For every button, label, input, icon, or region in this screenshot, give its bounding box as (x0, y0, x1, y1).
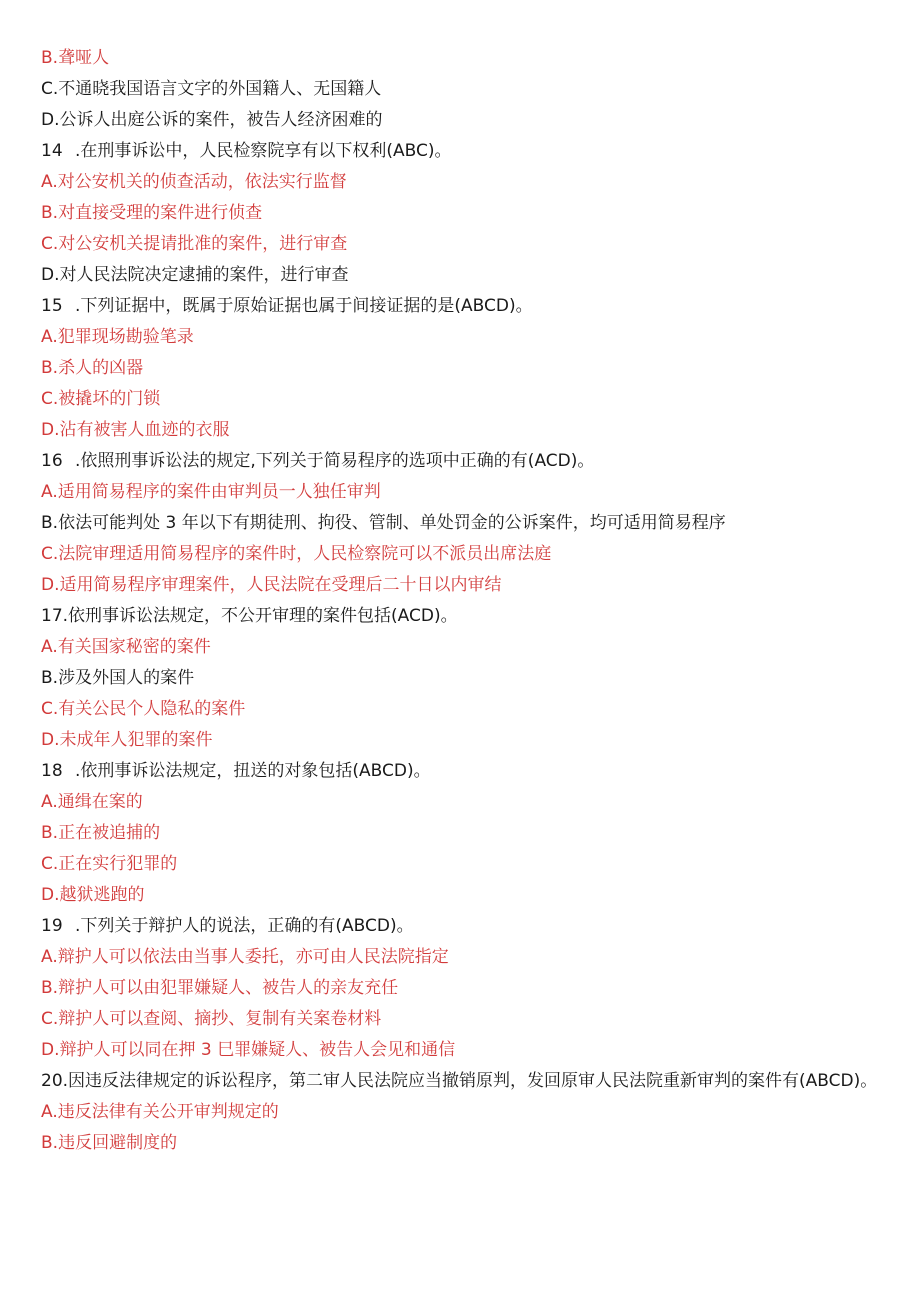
line-text: C.不通晓我国语言文字的外国籍人、无国籍人 (41, 79, 382, 99)
line-text: D.沾有被害人血迹的衣服 (41, 420, 230, 440)
correct-option-line (41, 880, 881, 911)
line-text: A.犯罪现场勘验笔录 (41, 327, 194, 347)
line-text: B.辩护人可以由犯罪嫌疑人、被告人的亲友充任 (41, 978, 399, 998)
correct-option-line (41, 167, 881, 198)
line-text: .下列关于辩护人的说法，正确的有(ABCD)。 (75, 916, 414, 936)
correct-option-line (41, 43, 881, 74)
line-text: A.对公安机关的侦查活动，依法实行监督 (41, 172, 347, 192)
line-text: 17.依刑事诉讼法规定，不公开审理的案件包括(ACD)。 (41, 606, 458, 626)
question-line (41, 446, 881, 477)
option-line (41, 260, 881, 291)
question-number: 14 (41, 141, 63, 161)
line-text: C.被撬坏的门锁 (41, 389, 161, 409)
question-line (41, 756, 881, 787)
question-line (41, 1066, 881, 1097)
correct-option-line (41, 632, 881, 663)
correct-option-line (41, 1004, 881, 1035)
correct-option-line (41, 725, 881, 756)
question-line (41, 291, 881, 322)
line-text: D.对人民法院决定逮捕的案件，进行审查 (41, 265, 349, 285)
line-text: D.公诉人出庭公诉的案件，被告人经济困难的 (41, 110, 383, 130)
document-body (41, 43, 881, 1159)
line-text: D.越狱逃跑的 (41, 885, 145, 905)
correct-option-line (41, 942, 881, 973)
line-text: B.依法可能判处 3 年以下有期徒刑、拘役、管制、单处罚金的公诉案件，均可适用简易程序 (41, 513, 726, 533)
correct-option-line (41, 229, 881, 260)
line-text: .下列证据中，既属于原始证据也属于间接证据的是(ABCD)。 (75, 296, 533, 316)
correct-option-line (41, 849, 881, 880)
correct-option-line (41, 694, 881, 725)
option-line (41, 663, 881, 694)
line-text: .依刑事诉讼法规定，扭送的对象包括(ABCD)。 (75, 761, 431, 781)
question-line (41, 911, 881, 942)
line-text: B.违反回避制度的 (41, 1133, 178, 1153)
line-text: A.通缉在案的 (41, 792, 143, 812)
question-number: 18 (41, 761, 63, 781)
correct-option-line (41, 570, 881, 601)
line-text: A.辩护人可以依法由当事人委托，亦可由人民法院指定 (41, 947, 449, 967)
line-text: .依照刑事诉讼法的规定,下列关于简易程序的选项中正确的有(ACD)。 (75, 451, 595, 471)
correct-option-line (41, 818, 881, 849)
correct-option-line (41, 973, 881, 1004)
line-text: A.违反法律有关公开审判规定的 (41, 1102, 279, 1122)
line-text: D.未成年人犯罪的案件 (41, 730, 213, 750)
option-line (41, 74, 881, 105)
correct-option-line (41, 477, 881, 508)
line-text: C.辩护人可以查阅、摘抄、复制有关案卷材料 (41, 1009, 382, 1029)
correct-option-line (41, 1035, 881, 1066)
correct-option-line (41, 198, 881, 229)
line-text: B.杀人的凶器 (41, 358, 144, 378)
line-text: C.有关公民个人隐私的案件 (41, 699, 246, 719)
option-line (41, 508, 881, 539)
option-line (41, 105, 881, 136)
line-text: 20.因违反法律规定的诉讼程序，第二审人民法院应当撤销原判，发回原审人民法院重新审判的案件有(ABCD)。 (41, 1071, 878, 1091)
question-number: 19 (41, 916, 63, 936)
question-number: 16 (41, 451, 63, 471)
question-line (41, 136, 881, 167)
correct-option-line (41, 384, 881, 415)
correct-option-line (41, 787, 881, 818)
question-number: 15 (41, 296, 63, 316)
line-text: D.适用简易程序审理案件，人民法院在受理后二十日以内审结 (41, 575, 502, 595)
line-text: C.对公安机关提请批准的案件，进行审查 (41, 234, 348, 254)
correct-option-line (41, 322, 881, 353)
line-text: B.涉及外国人的案件 (41, 668, 195, 688)
line-text: B.对直接受理的案件进行侦查 (41, 203, 263, 223)
line-text: B.聋哑人 (41, 48, 110, 68)
correct-option-line (41, 539, 881, 570)
correct-option-line (41, 415, 881, 446)
line-text: C.正在实行犯罪的 (41, 854, 178, 874)
correct-option-line (41, 1128, 881, 1159)
line-text: D.辩护人可以同在押 3 巳罪嫌疑人、被告人会见和通信 (41, 1040, 456, 1060)
line-text: .在刑事诉讼中，人民检察院享有以下权利(ABC)。 (75, 141, 452, 161)
line-text: C.法院审理适用简易程序的案件时，人民检察院可以不派员出席法庭 (41, 544, 552, 564)
line-text: A.适用简易程序的案件由审判员一人独任审判 (41, 482, 381, 502)
line-text: B.正在被追捕的 (41, 823, 161, 843)
line-text: A.有关国家秘密的案件 (41, 637, 211, 657)
correct-option-line (41, 1097, 881, 1128)
correct-option-line (41, 353, 881, 384)
question-line (41, 601, 881, 632)
